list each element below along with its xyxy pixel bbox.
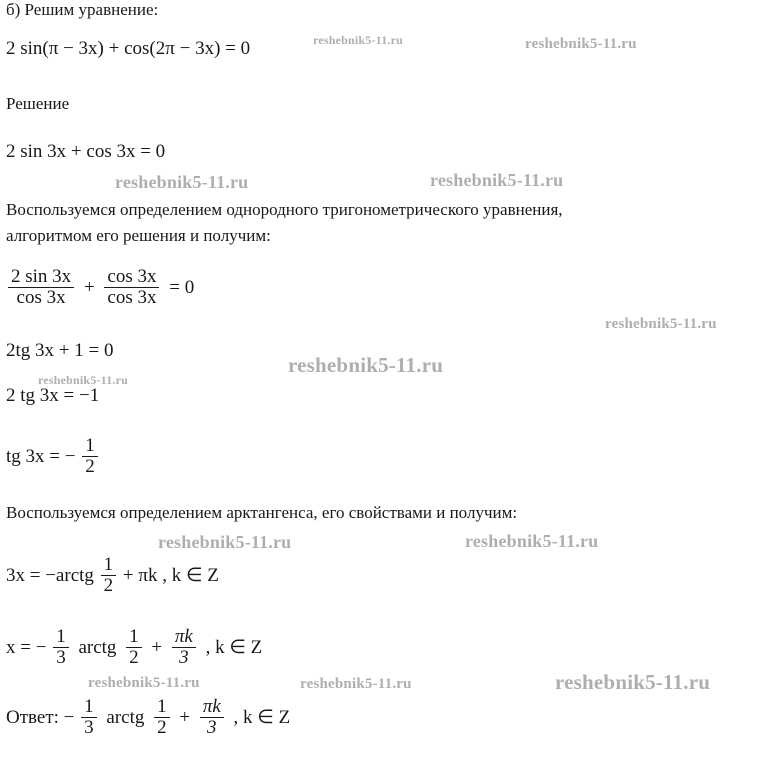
step-5-denominator: 2 — [85, 455, 95, 477]
watermark: reshebnik5-11.ru — [555, 670, 711, 694]
step-4: 2 tg 3x = −1 — [6, 385, 100, 406]
step-1: 2 sin 3x + cos 3x = 0 — [6, 141, 166, 162]
answer-denominator-2: 2 — [157, 716, 167, 738]
watermark: reshebnik5-11.ru — [525, 36, 637, 52]
step-5 — [6, 437, 100, 478]
watermark: reshebnik5-11.ru — [115, 172, 249, 192]
step-7-fraction-3 — [172, 627, 196, 668]
step-6-fraction — [101, 555, 117, 596]
step-2 — [6, 268, 197, 309]
answer-numerator-3: πk — [200, 697, 224, 718]
answer-fraction-3 — [200, 697, 224, 738]
step-6-numerator: 1 — [101, 555, 117, 576]
step-6-tail: + πk , k ∈ Z — [122, 564, 219, 586]
answer-numerator-1: 1 — [81, 697, 97, 718]
watermark: reshebnik5-11.ru — [465, 531, 599, 551]
step-2-plus: + — [83, 276, 95, 298]
step-7-denominator-3: 3 — [179, 646, 189, 668]
step-5-fraction — [82, 436, 98, 477]
answer-plus: + — [179, 706, 191, 728]
watermark: reshebnik5-11.ru — [430, 170, 564, 190]
step-7-denominator-2: 2 — [129, 646, 139, 668]
step-2-denominator-1: cos 3x — [16, 286, 66, 308]
answer-denominator-3: 3 — [207, 716, 217, 738]
watermark: reshebnik5-11.ru — [88, 675, 200, 691]
answer-mid: arctg — [106, 706, 145, 728]
answer-denominator-1: 3 — [84, 716, 94, 738]
equation-original: 2 sin(π − 3x) + cos(2π − 3x) = 0 — [6, 38, 251, 59]
step-2-numerator-1: 2 sin 3x — [8, 267, 74, 288]
step-7-numerator-1: 1 — [53, 627, 69, 648]
step-2-fraction-2 — [104, 267, 159, 308]
step-5-numerator: 1 — [82, 436, 98, 457]
answer-line — [6, 698, 293, 739]
step-7-plus: + — [151, 636, 163, 658]
watermark: reshebnik5-11.ru — [605, 316, 717, 332]
step-2-fraction-1 — [8, 267, 74, 308]
step-7-tail: , k ∈ Z — [205, 636, 263, 658]
step-7-mid: arctg — [78, 636, 117, 658]
step-7 — [6, 628, 265, 669]
step-7-numerator-2: 1 — [126, 627, 142, 648]
answer-fraction-2 — [154, 697, 170, 738]
step-6 — [6, 556, 219, 597]
paragraph-1-line-1: Воспользуемся определением однородного тригонометрического уравнения, — [6, 200, 563, 219]
step-2-tail: = 0 — [169, 276, 195, 298]
watermark: reshebnik5-11.ru — [38, 373, 128, 387]
watermark: reshebnik5-11.ru — [158, 532, 292, 552]
answer-tail: , k ∈ Z — [233, 706, 291, 728]
step-2-denominator-2: cos 3x — [107, 286, 157, 308]
watermark: reshebnik5-11.ru — [288, 353, 444, 377]
solution-heading: Решение — [6, 94, 70, 113]
watermark: reshebnik5-11.ru — [300, 676, 412, 692]
step-7-fraction-1 — [53, 627, 69, 668]
step-6-denominator: 2 — [103, 574, 114, 596]
watermark: reshebnik5-11.ru — [313, 33, 403, 47]
step-5-lhs: tg 3x = − — [6, 445, 76, 467]
paragraph-1-line-2: алгоритмом его решения и получим: — [6, 226, 271, 245]
problem-label: б) Решим уравнение: — [6, 0, 159, 19]
step-7-denominator-1: 3 — [56, 646, 66, 668]
answer-label: Ответ: − — [6, 706, 75, 728]
paragraph-2: Воспользуемся определением арктангенса, его свойствами и получим: — [6, 503, 518, 522]
step-6-lhs: 3x = −arctg — [6, 564, 94, 586]
step-3: 2tg 3x + 1 = 0 — [6, 340, 114, 361]
step-7-numerator-3: πk — [172, 627, 196, 648]
answer-fraction-1 — [81, 697, 97, 738]
step-2-numerator-2: cos 3x — [104, 267, 159, 288]
answer-numerator-2: 1 — [154, 697, 170, 718]
step-7-lhs: x = − — [6, 636, 47, 658]
step-7-fraction-2 — [126, 627, 142, 668]
